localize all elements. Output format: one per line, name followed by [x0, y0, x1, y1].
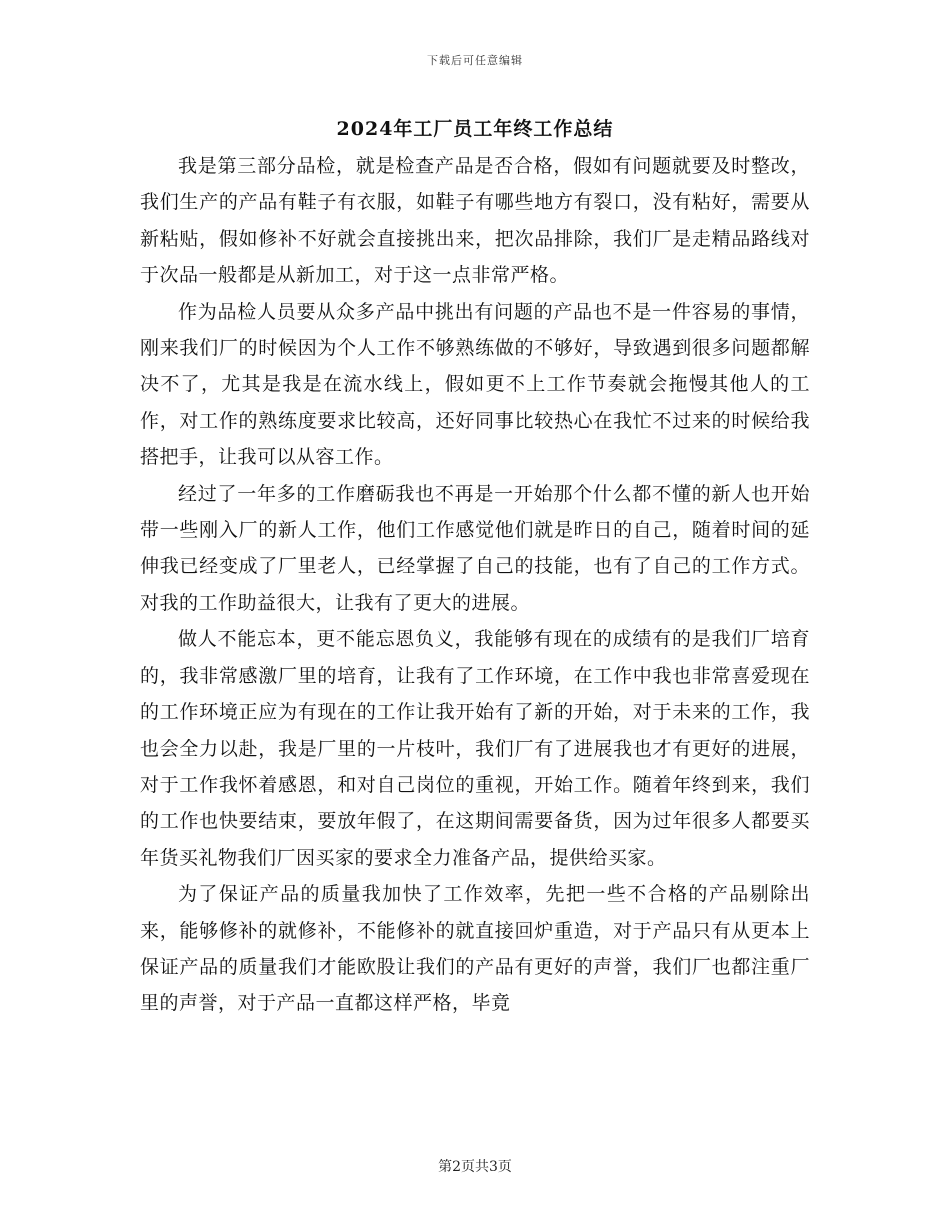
document-body: [140, 148, 810, 1022]
paragraph: 为了保证产品的质量我加快了工作效率，先把一些不合格的产品剔除出来，能够修补的就修补，不能修补的就直接回炉重造，对于产品只有从更本上保证产品的质量我们才能欧股让我们的产品有更好的声誉，我们厂也都注重厂里的声誉，对于产品一直都这样严格，毕竟: [140, 883, 810, 1015]
document-title: 2024年工厂员工年终工作总结: [336, 118, 614, 140]
paragraph: 经过了一年多的工作磨砺我也不再是一开始那个什么都不懂的新人也开始带一些刚入厂的新人工作，他们工作感觉他们就是昨日的自己，随着时间的延伸我已经变成了厂里老人，已经掌握了自己的技能，也有了自己的工作方式。对我的工作助益很大，让我有了更大的进展。: [140, 482, 810, 614]
header-note: 下载后可任意编辑: [427, 54, 523, 67]
page-number: 第2页共3页: [438, 1159, 512, 1175]
paragraph: 作为品检人员要从众多产品中挑出有问题的产品也不是一件容易的事情，刚来我们厂的时候因为个人工作不够熟练做的不够好，导致遇到很多问题都解决不了，尤其是我是在流水线上，假如更不上工作节奏就会拖慢其他人的工作，对工作的熟练度要求比较高，还好同事比较热心在我忙不过来的时候给我搭把手，让我可以从容工作。: [140, 300, 810, 469]
paragraph: 我是第三部分品检，就是检查产品是否合格，假如有问题就要及时整改，我们生产的产品有鞋子有衣服，如鞋子有哪些地方有裂口，没有粘好，需要从新粘贴，假如修补不好就会直接挑出来，把次品排除，我们厂是走精品路线对于次品一般都是从新加工，对于这一点非常严格。: [140, 155, 810, 287]
paragraph: 做人不能忘本，更不能忘恩负义，我能够有现在的成绩有的是我们厂培育的，我非常感激厂里的培育，让我有了工作环境，在工作中我也非常喜爱现在的工作环境正应为有现在的工作让我开始有了新的开始，对于未来的工作，我也会全力以赴，我是厂里的一片枝叶，我们厂有了进展我也才有更好的进展，对于工作我怀着感恩，和对自己岗位的重视，开始工作。随着年终到来，我们的工作也快要结束，要放年假了，在这期间需要备货，因为过年很多人都要买年货买礼物我们厂因买家的要求全力准备产品，提供给买家。: [140, 628, 810, 869]
